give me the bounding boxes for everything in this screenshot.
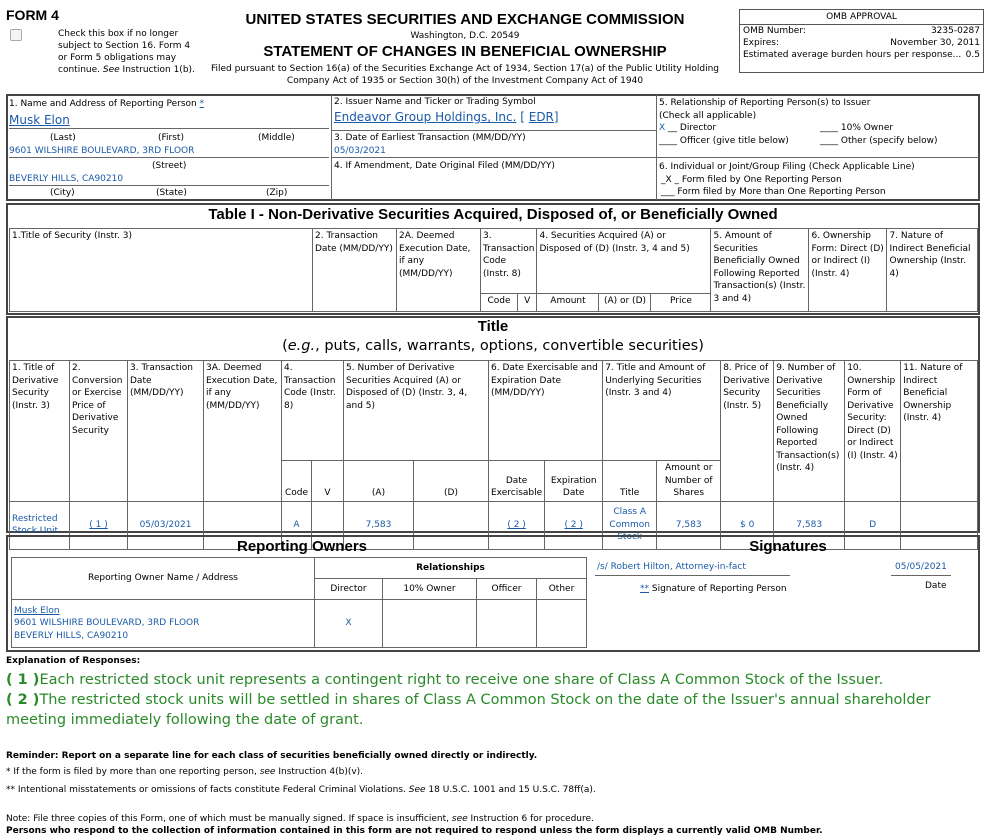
omb-expires: November 30, 2011 — [890, 38, 980, 48]
form-number: FORM 4 — [6, 7, 59, 23]
explanation-footnotes: ( 1 )Each restricted stock unit represents a contingent right to receive one share of Class A Common Stock of the Issuer. ( 2 )The restricted stock units will be settled in shares of Class A Common Stock on the date of the Issuer's annual shareholder meeting immediately following the date of grant. — [6, 672, 931, 728]
signer-name: /s/ Robert Hilton, Attorney-in-fact — [597, 562, 746, 572]
table-row: Musk Elon 9601 WILSHIRE BOULEVARD, 3RD FLOOR BEVERLY HILLS, CA90210 X — [12, 600, 587, 648]
omb-burden: 0.5 — [965, 50, 980, 60]
agency-city: Washington, D.C. 20549 — [410, 31, 520, 41]
owners-title: Reporting Owners — [236, 538, 367, 555]
owner-name-link[interactable]: Musk Elon — [14, 605, 60, 616]
table-2-title: Title — [477, 318, 509, 335]
director-mark: X — [659, 123, 666, 133]
table-1-title: Table I - Non-Derivative Securities Acquired, Disposed of, or Beneficially Owned — [208, 206, 778, 223]
earliest-transaction-date: 05/03/2021 — [334, 146, 386, 156]
omb-number: 3235-0287 — [930, 26, 980, 36]
footnote-2-link-expiration[interactable]: ( 2 ) — [564, 519, 583, 530]
note: Note: File three copies of this Form, one of which must be manually signed. If space is insufficient, see Instruction 6 for procedure. — [6, 814, 594, 824]
reporter-street: 9601 WILSHIRE BOULEVARD, 3RD FLOOR — [9, 146, 195, 156]
reporter-label: 1. Name and Address of Reporting Person * — [9, 99, 205, 109]
table-1-grid: 1.Title of Security (Instr. 3) 2. Transaction Date (MM/DD/YY) 2A. Deemed Execution Date, if any (MM/DD/YY) 3. Transaction Code (Instr. 8) 4. Securities Acquired (A) or Disposed of (D) (Instr. 3, 4 and 5) 5. Amount of Securities Beneficially Owned Following Reported Transaction(s) (Instr. 3 and 4) 6. Ownership Form: Direct (D) or Indirect (I) (Instr. 4) 7. Nature of Indirect Beneficial Ownership (Instr. 4) Code V Amount (A) or (D) Price — [9, 228, 978, 312]
section16-checkbox[interactable] — [10, 29, 22, 41]
reporter-footnote-link[interactable]: * — [199, 99, 205, 109]
signature-footnote-link[interactable]: ** — [640, 584, 649, 594]
checkbox-label: Check this box if no longer subject to Section 16. Form 4 or Form 5 obligations may continue. See Instruction 1(b). — [58, 29, 195, 75]
issuer-ticker-link[interactable]: EDR — [528, 110, 554, 124]
table-2-subtitle: (e.g., puts, calls, warrants, options, convertible securities) — [282, 338, 704, 354]
omb-title: OMB APPROVAL — [740, 10, 983, 25]
signatures-title: Signatures — [749, 538, 827, 555]
issuer-name-link[interactable]: Endeavor Group Holdings, Inc. — [334, 110, 517, 124]
filed-pursuant: Filed pursuant to Section 16(a) of the Securities Exchange Act of 1934, Section 17(a) of the Public Utility Holding Company Act of 1935 or Section 30(h) of the Investment Company Act of 1940 — [210, 64, 720, 86]
footnote-double-star: ** Intentional misstatements or omissions of facts constitute Federal Criminal Violations. See 18 U.S.C. 1001 and 15 U.S.C. 78ff(a). — [6, 785, 596, 795]
table-row: Restricted Stock Unit ( 1 ) 05/03/2021 A 7,583 ( 2 ) ( 2 ) Class A Common Stock 7,583 $ 0 7,583 D — [10, 501, 978, 549]
statement-title: STATEMENT OF CHANGES IN BENEFICIAL OWNERSHIP — [263, 43, 667, 60]
footnote-1-link[interactable]: ( 1 ) — [89, 519, 108, 530]
issuer-label: 2. Issuer Name and Ticker or Trading Symbol — [334, 97, 536, 107]
filing-block: 6. Individual or Joint/Group Filing (Check Applicable Line) _X _ Form filed by One Reporting Person ___ Form filed by More than One Reporting Person — [659, 162, 915, 197]
owners-table: Reporting Owner Name / Address Relationships Director 10% Owner Officer Other Musk Elon 9601 WILSHIRE BOULEVARD, 3RD FLOOR BEVERLY HILLS, CA90210 X — [11, 557, 587, 648]
explanation-header: Explanation of Responses: — [6, 656, 141, 666]
footnote-star: * If the form is filed by more than one reporting person, see Instruction 4(b)(v). — [6, 767, 364, 777]
table-2-grid: 1. Title of Derivative Security (Instr. 3) 2. Conversion or Exercise Price of Derivative Security 3. Transaction Date (MM/DD/YY) 3A. Deemed Execution Date, if any (MM/DD/YY) 4. Transaction Code (Instr. 8) 5. Number of Derivative Securities Acquired (A) or Disposed of (D) (Instr. 3, 4, and 5) 6. Date Exercisable and Expiration Date (MM/DD/YY) 7. Title and Amount of Underlying Securities (Instr. 3 and 4) 8. Price of Derivative Security (Instr. 5) 9. Number of Derivative Securities Beneficially Owned Following Reported Transaction(s) (Instr. 4) 10. Ownership Form of Derivative Security: Direct (D) or Indirect (I) (Instr. 4) 11. Nature of Indirect Beneficial Ownership (Instr. 4) Code V (A) (D) Date Exercisable Expiration Date Title Amount or Number of Shares Restricted Stock Unit ( 1 ) 05/03/2021 A 7,583 ( 2 ) ( 2 ) Class A Common Stock 7,583 $ 0 7,583 D — [9, 360, 978, 550]
omb-notice: Persons who respond to the collection of information contained in this form are not required to respond unless the form displays a currently valid OMB Number. — [6, 826, 823, 836]
reminder: Reminder: Report on a separate line for each class of securities beneficially owned directly or indirectly. — [6, 751, 538, 761]
relationship-block: 5. Relationship of Reporting Person(s) to Issuer (Check all applicable) X __ Director ____ Officer (give title below) — [659, 98, 871, 146]
footnote-2-link-exercisable[interactable]: ( 2 ) — [507, 519, 526, 530]
reporter-city: BEVERLY HILLS, CA90210 — [9, 174, 124, 184]
omb-approval-box: OMB APPROVAL OMB Number: 3235-0287 Expires: November 30, 2011 Estimated average burden hours per response... 0.5 — [739, 9, 984, 73]
reporter-name-link[interactable]: Musk Elon — [9, 113, 70, 127]
signature-date: 05/05/2021 — [895, 562, 947, 572]
agency-title: UNITED STATES SECURITIES AND EXCHANGE COMMISSION — [245, 11, 685, 28]
